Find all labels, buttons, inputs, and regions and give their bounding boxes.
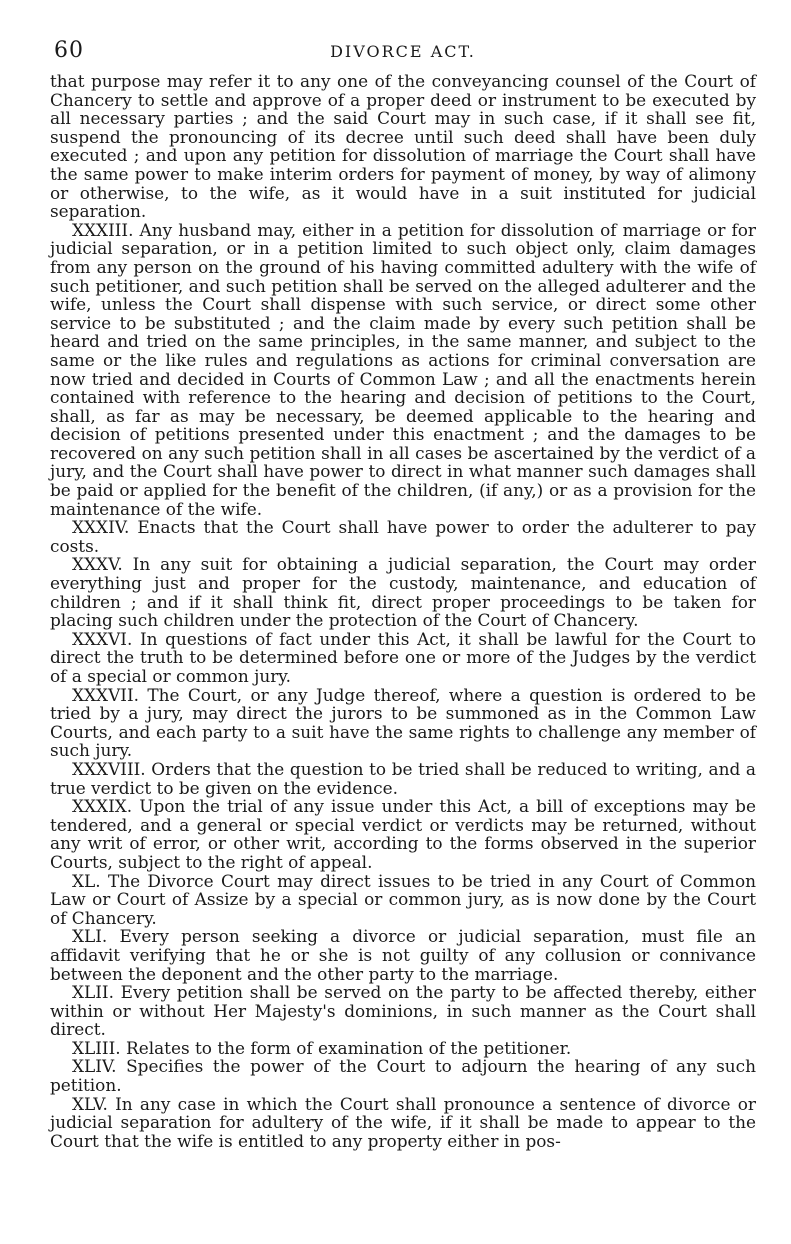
section-xl: XL. The Divorce Court may direct issues to be tried in any Court of Common Law or Court of Assize by a special or common jury, as is now done by the Court of Chancery. — [50, 870, 756, 928]
body-text — [50, 72, 756, 1150]
paragraph-continuation: that purpose may refer it to any one of the conveyancing counsel of the Court of Chancery to settle and approve of a proper deed or instrument to be executed by all necessary parties ; and the said Court may in such case, if it shall see fit, suspend the pronouncing of its decree until such deed shall have been duly executed ; and upon any petition for dissolution of marriage the Court shall have the same power to make interim orders for payment of money, by way of alimony or otherwise, to the wife, as it would have in a suit instituted for judicial separation. — [50, 71, 756, 222]
section-xxxviii: XXXVIII. Orders that the question to be tried shall be reduced to writing, and a true verdict to be given on the evidence. — [50, 758, 756, 798]
page-number: 60 — [54, 38, 84, 63]
running-title: DIVORCE ACT. — [330, 42, 476, 61]
page-header — [50, 38, 756, 72]
section-xlii: XLII. Every petition shall be served on the party to be affected thereby, either within or without Her Majesty's dominions, in such manner as the Court shall direct. — [50, 982, 756, 1040]
section-xxxiii: XXXIII. Any husband may, either in a petition for dissolution of marriage or for judicial separation, or in a petition limited to such object only, claim damages from any person on the ground of his having committed adultery with the wife of such petitioner, and such petition shall be served on the alleged adulterer and the wife, unless the Court shall dispense with such service, or direct some other service to be substituted ; and the claim made by every such petition shall be heard and tried on the same principles, in the same manner, and subject to the same or the like rules and regulations as actions for criminal conversation are now tried and decided in Courts of Common Law ; and all the enactments herein contained with reference to the hearing and decision of petitions to the Court, shall, as far as may be necessary, be deemed applicable to the hearing and decision of petitions presented under this enactment ; and the damages to be recovered on any such petition shall in all cases be ascertained by the verdict of a jury, and the Court shall have power to direct in what manner such damages shall be paid or applied for the benefit of the children, (if any,) or as a provision for the maintenance of the wife. — [50, 219, 756, 519]
section-xxxiv: XXXIV. Enacts that the Court shall have power to order the adulterer to pay costs. — [50, 517, 756, 556]
section-xli: XLI. Every person seeking a divorce or judicial separation, must file an affidavit verifying that he or she is not guilty of any collusion or connivance between the deponent and the other party to the marriage. — [50, 926, 756, 984]
section-xxxvii: XXXVII. The Court, or any Judge thereof, where a question is ordered to be tried by a jury, may direct the jurors to be summoned as in the Common Law Courts, and each party to a suit have the same rights to challenge any member of such jury. — [50, 684, 756, 761]
section-xliv: XLIV. Specifies the power of the Court to adjourn the hearing of any such petition. — [50, 1056, 756, 1096]
section-xlv: XLV. In any case in which the Court shall pronounce a sentence of divorce or judicial separation for adultery of the wife, if it shall be made to appear to the Court that the wife is entitled to any property either in pos- — [50, 1093, 756, 1151]
section-xliii: XLIII. Relates to the form of examination of the petitioner. — [72, 1037, 572, 1058]
book-page — [50, 38, 756, 1150]
section-xxxvi: XXXVI. In questions of fact under this Act, it shall be lawful for the Court to direct the truth to be determined before one or more of the Judges by the verdict of a special or common jury. — [50, 628, 756, 686]
section-xxxv: XXXV. In any suit for obtaining a judicial separation, the Court may order everything just and proper for the custody, maintenance, and education of children ; and if it shall think fit, direct proper proceedings to be taken for placing such children under the protection of the Court of Chancery. — [50, 554, 756, 631]
section-xxxix: XXXIX. Upon the trial of any issue under this Act, a bill of exceptions may be tendered, and a general or special verdict or verdicts may be returned, without any writ of error, or other writ, according to the forms observed in the superior Courts, subject to the right of appeal. — [50, 796, 756, 872]
